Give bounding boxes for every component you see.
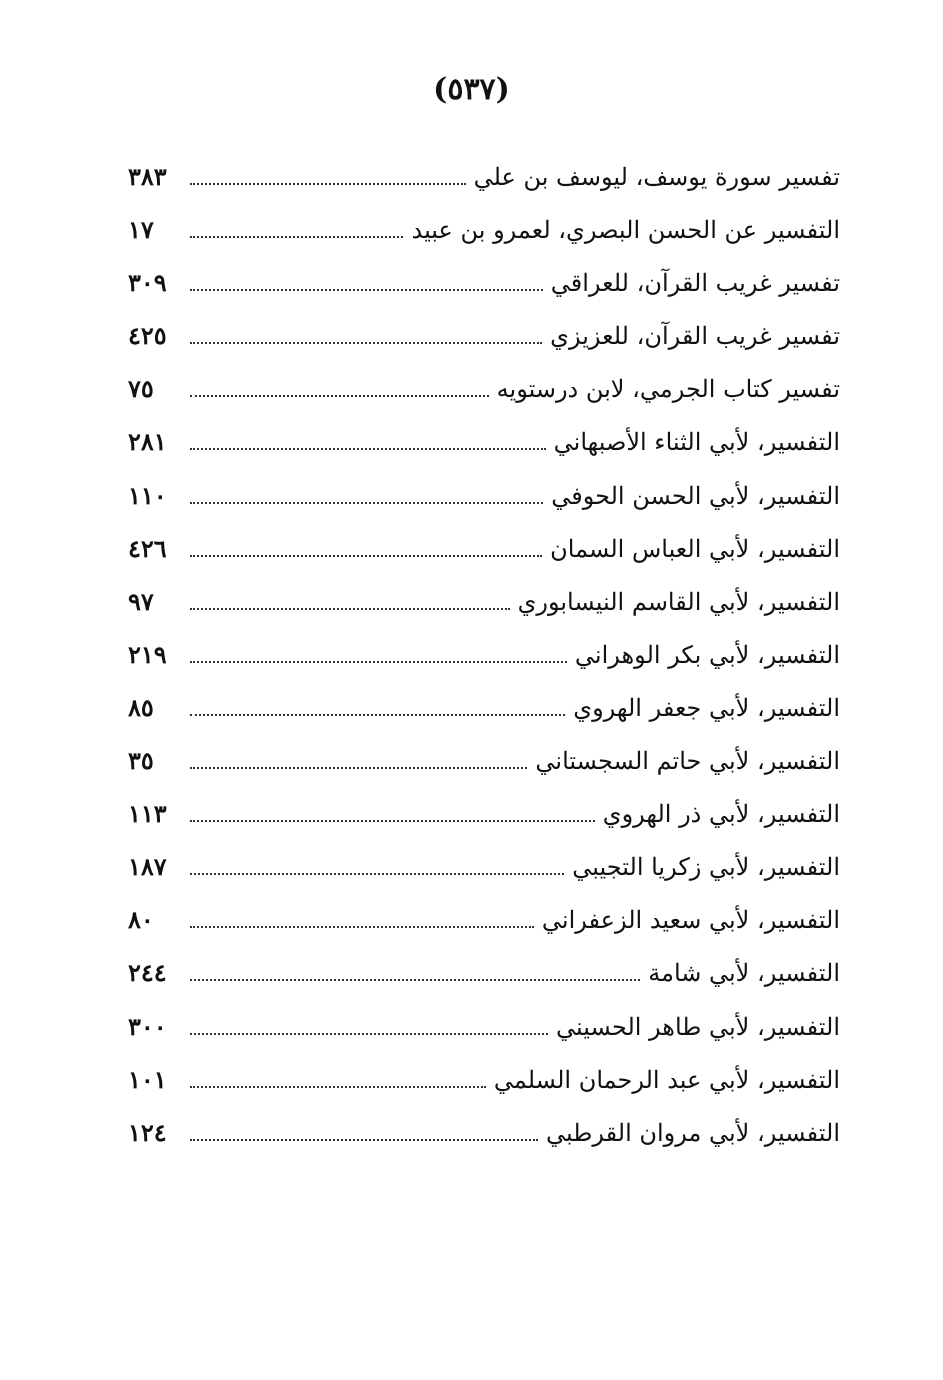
- entry-title: التفسير، لأبي الحسن الحوفي: [551, 481, 840, 510]
- entry-title: التفسير، لأبي عبد الرحمان السلمي: [493, 1065, 840, 1094]
- entry-title: التفسير، لأبي زكريا التجيبي: [572, 853, 840, 882]
- entry-title: التفسير، لأبي العباس السمان: [550, 534, 840, 563]
- index-entry: [128, 203, 840, 256]
- entry-page-number: ٤٢٦: [128, 533, 167, 563]
- entry-page-number: ٣٠٩: [128, 268, 167, 298]
- entry-page-number: ٨٥: [128, 692, 154, 722]
- entry-title: التفسير، لأبي بكر الوهراني: [574, 640, 840, 669]
- index-entry: [128, 1053, 840, 1106]
- page-number: (٥٣٧): [433, 72, 510, 107]
- index-entry: [128, 1106, 840, 1159]
- dot-leader: [190, 819, 595, 822]
- entry-page-number: ٧٥: [128, 374, 154, 404]
- dot-leader: [190, 925, 534, 928]
- dot-leader: [190, 872, 564, 875]
- entry-page-number: ٨٠: [128, 905, 154, 935]
- dot-leader: [190, 394, 489, 397]
- entry-page-number: ٢١٩: [128, 639, 167, 669]
- entry-title: التفسير، لأبي القاسم النيسابوري: [517, 587, 840, 616]
- dot-leader: [190, 978, 640, 981]
- entry-title: التفسير، لأبي جعفر الهروي: [573, 693, 840, 722]
- dot-leader: [190, 554, 542, 557]
- dot-leader: [190, 288, 543, 291]
- entry-title: التفسير، لأبي شامة: [648, 959, 840, 988]
- dot-leader: [190, 235, 403, 238]
- index-entry: [128, 681, 840, 734]
- index-entry: [128, 415, 840, 468]
- dot-leader: [190, 1085, 486, 1088]
- entry-page-number: ٩٧: [128, 586, 154, 616]
- entry-title: تفسير غريب القرآن، للعزيزي: [550, 322, 840, 351]
- entry-title: التفسير، لأبي سعيد الزعفراني: [541, 906, 840, 935]
- dot-leader: [190, 182, 466, 185]
- dot-leader: [190, 660, 567, 663]
- index-entry: [128, 362, 840, 415]
- entry-title: التفسير، لأبي الثناء الأصبهاني: [553, 428, 840, 457]
- dot-leader: [190, 1032, 548, 1035]
- entry-title: التفسير، لأبي مروان القرطبي: [546, 1118, 840, 1147]
- dot-leader: [190, 341, 542, 344]
- index-entry: [128, 150, 840, 203]
- index-entry: [128, 522, 840, 575]
- entry-page-number: ٢٨١: [128, 427, 167, 457]
- index-list: [128, 150, 840, 1159]
- entry-title: تفسير كتاب الجرمي، لابن درستويه: [496, 375, 840, 404]
- entry-title: تفسير سورة يوسف، ليوسف بن علي: [473, 163, 840, 191]
- entry-title: التفسير، لأبي حاتم السجستاني: [535, 747, 840, 776]
- index-entry: [128, 734, 840, 787]
- index-entry: [128, 575, 840, 628]
- entry-page-number: ١٠١: [128, 1064, 167, 1094]
- dot-leader: [190, 713, 565, 716]
- entry-title: التفسير، لأبي طاهر الحسيني: [556, 1012, 840, 1041]
- entry-title: التفسير، لأبي ذر الهروي: [602, 800, 840, 829]
- index-entry: [128, 309, 840, 362]
- index-entry: [128, 1000, 840, 1053]
- entry-page-number: ١١٣: [128, 799, 167, 829]
- dot-leader: [190, 447, 546, 450]
- index-entry: [128, 946, 840, 999]
- entry-page-number: ١٢٤: [128, 1117, 167, 1147]
- entry-page-number: ١١٠: [128, 480, 167, 510]
- index-entry: [128, 787, 840, 840]
- dot-leader: [190, 501, 543, 504]
- entry-page-number: ٤٢٥: [128, 321, 167, 351]
- entry-page-number: ٢٤٤: [128, 958, 167, 988]
- dot-leader: [190, 766, 527, 769]
- entry-page-number: ١٧: [128, 215, 154, 245]
- entry-title: تفسير غريب القرآن، للعراقي: [550, 269, 840, 298]
- index-entry: [128, 469, 840, 522]
- index-entry: [128, 893, 840, 946]
- entry-title: التفسير عن الحسن البصري، لعمرو بن عبيد: [411, 216, 840, 245]
- index-entry: [128, 256, 840, 309]
- index-entry: [128, 628, 840, 681]
- entry-page-number: ٣٨٣: [128, 162, 167, 191]
- entry-page-number: ٣٠٠: [128, 1011, 167, 1041]
- dot-leader: [190, 607, 510, 610]
- dot-leader: [190, 1138, 538, 1141]
- index-entry: [128, 840, 840, 893]
- entry-page-number: ١٨٧: [128, 852, 167, 882]
- entry-page-number: ٣٥: [128, 746, 154, 776]
